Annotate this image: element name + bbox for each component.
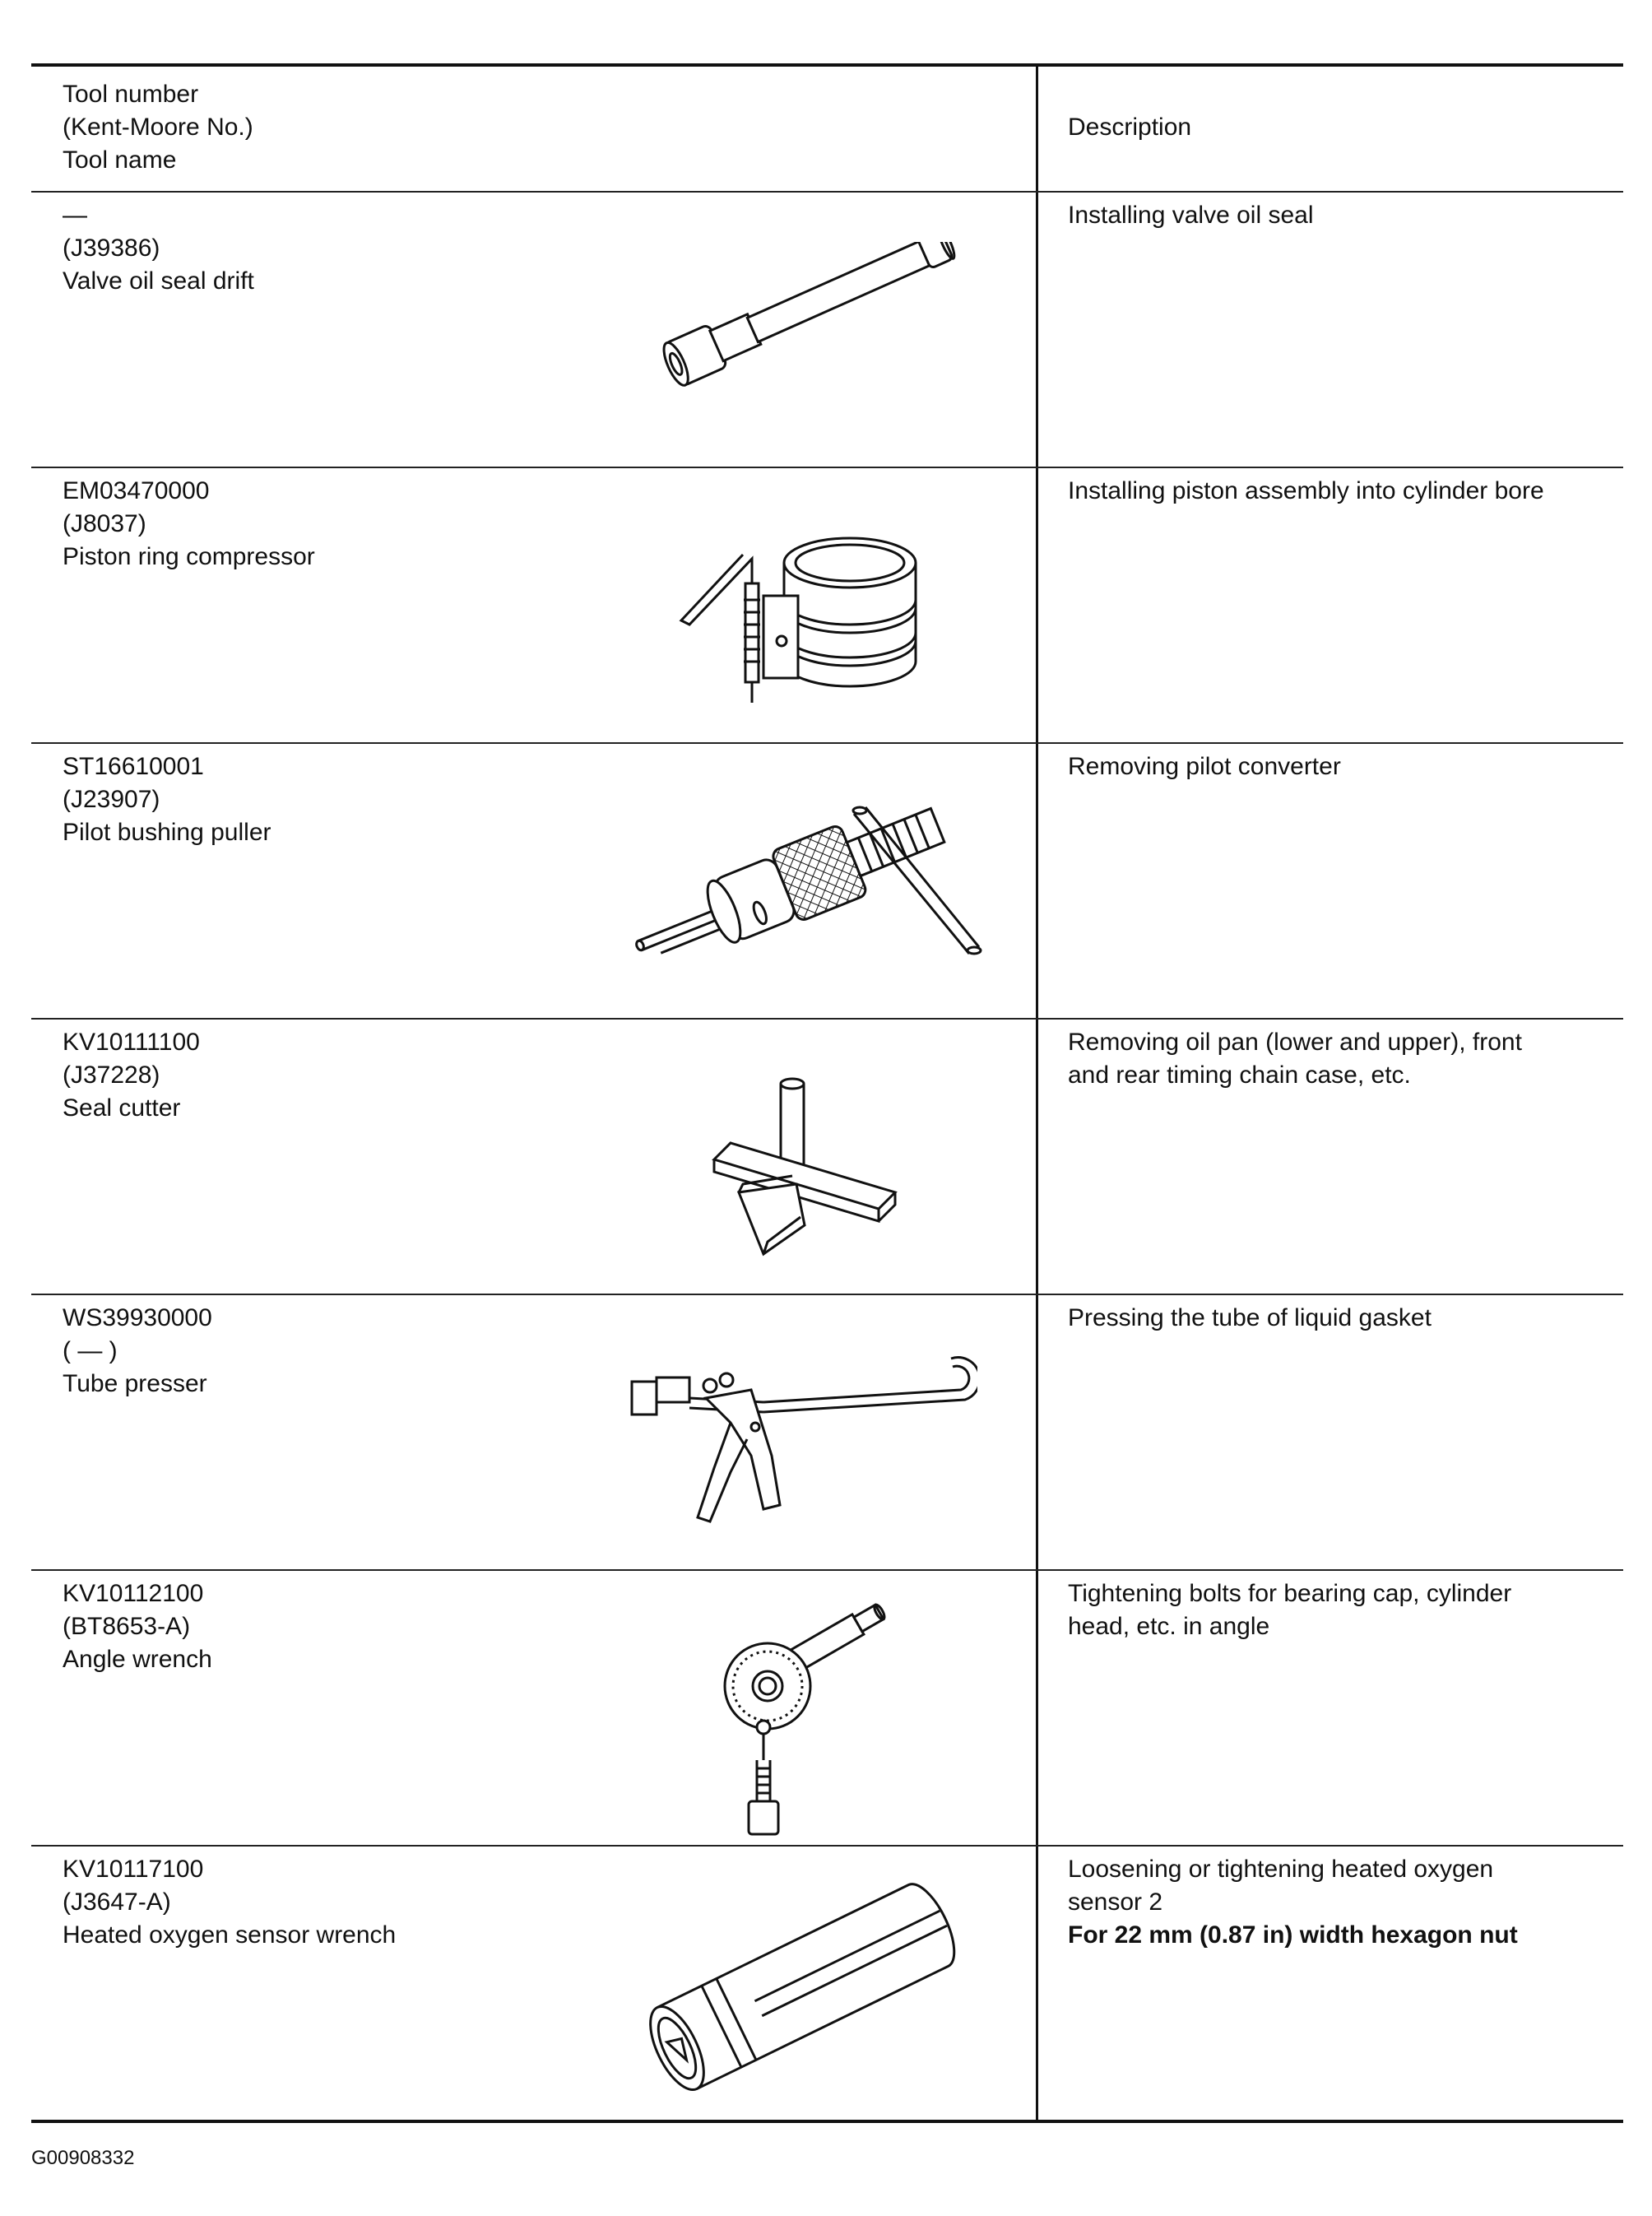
description-line: Removing pilot converter: [1068, 753, 1341, 780]
tool-description: [1068, 475, 1611, 508]
tool-description: [1068, 1026, 1611, 1092]
tool-number: WS39930000: [63, 1304, 212, 1331]
tool-number: KV10112100: [63, 1580, 204, 1607]
kent-moore-number: (BT8653-A): [63, 1613, 191, 1640]
tool-number: KV10117100: [63, 1856, 204, 1883]
table-row: [31, 193, 1623, 468]
description-line: Pressing the tube of liquid gasket: [1068, 1304, 1432, 1331]
header-kent-moore: (Kent-Moore No.): [63, 114, 253, 141]
description-line: head, etc. in angle: [1068, 1613, 1270, 1640]
tool-name: Valve oil seal drift: [63, 267, 254, 295]
oxygen-sensor-wrench-icon: [615, 1863, 1010, 2110]
header-description: Description: [1068, 114, 1192, 141]
kent-moore-number: (J3647-A): [63, 1888, 171, 1916]
tool-identifiers: [63, 199, 254, 298]
kent-moore-number: (J37228): [63, 1062, 160, 1089]
tool-identifiers: [63, 750, 271, 849]
description-line: and rear timing chain case, etc.: [1068, 1062, 1411, 1089]
angle-wrench-icon: [706, 1596, 920, 1842]
description-cell: [1038, 1020, 1623, 1294]
description-cell: [1038, 1295, 1623, 1569]
description-cell: [1038, 1847, 1623, 2120]
tool-cell: [31, 1020, 1038, 1294]
tool-cell: [31, 1571, 1038, 1845]
valve-oil-seal-drift-icon: [624, 242, 986, 406]
kent-moore-number: (J8037): [63, 510, 146, 537]
tool-name: Tube presser: [63, 1370, 207, 1397]
tool-number: KV10111100: [63, 1029, 200, 1056]
pilot-bushing-puller-icon: [607, 789, 994, 987]
kent-moore-number: (J39386): [63, 235, 160, 262]
table-header-row: [31, 67, 1623, 193]
description-line: Loosening or tightening heated oxygen: [1068, 1856, 1494, 1883]
description-cell: [1038, 193, 1623, 467]
tool-name: Seal cutter: [63, 1094, 181, 1122]
tool-identifiers: [63, 1026, 200, 1125]
tool-number: ST16610001: [63, 753, 204, 780]
tool-name: Pilot bushing puller: [63, 819, 271, 846]
description-bold-note: For 22 mm (0.87 in) width hexagon nut: [1068, 1921, 1518, 1949]
tool-table: [31, 63, 1623, 2123]
table-row: [31, 1571, 1623, 1847]
tool-identifiers: [63, 1577, 212, 1676]
tube-presser-icon: [615, 1340, 977, 1530]
description-line: sensor 2: [1068, 1888, 1163, 1916]
description-cell: [1038, 1571, 1623, 1845]
table-row: [31, 1847, 1623, 2120]
header-tool-name: Tool name: [63, 146, 177, 174]
table-row: [31, 1295, 1623, 1571]
tool-identifiers: [63, 1853, 396, 1952]
description-cell: [1038, 744, 1623, 1018]
description-line: Removing oil pan (lower and upper), front: [1068, 1029, 1522, 1056]
tool-cell: [31, 744, 1038, 1018]
header-tool-cell: [31, 67, 1038, 191]
tool-cell: [31, 1847, 1038, 2120]
piston-ring-compressor-icon: [673, 518, 936, 707]
tool-name: Heated oxygen sensor wrench: [63, 1921, 397, 1949]
table-row: [31, 744, 1623, 1020]
tool-cell: [31, 468, 1038, 742]
header-tool-lines: [63, 78, 253, 177]
table-row: [31, 468, 1623, 744]
kent-moore-number: ( — ): [63, 1337, 118, 1364]
tool-identifiers: [63, 1302, 212, 1401]
kent-moore-number: (J23907): [63, 786, 160, 813]
tool-description: [1068, 750, 1611, 783]
tool-cell: [31, 1295, 1038, 1569]
tool-cell: [31, 193, 1038, 467]
description-line: Installing piston assembly into cylinder bore: [1068, 477, 1544, 504]
tool-identifiers: [63, 475, 315, 574]
header-description-cell: [1038, 67, 1623, 191]
tool-number: EM03470000: [63, 477, 210, 504]
table-row: [31, 1020, 1623, 1295]
description-line: Tightening bolts for bearing cap, cylinder: [1068, 1580, 1512, 1607]
tool-name: Piston ring compressor: [63, 543, 315, 570]
description-line: Installing valve oil seal: [1068, 202, 1314, 229]
document-id: G00908332: [31, 2147, 135, 2169]
tool-description: [1068, 1853, 1611, 1952]
seal-cutter-icon: [706, 1069, 903, 1258]
tool-name: Angle wrench: [63, 1646, 212, 1673]
tool-description: [1068, 199, 1611, 232]
description-cell: [1038, 468, 1623, 742]
tool-description: [1068, 1577, 1611, 1643]
tool-description: [1068, 1302, 1611, 1335]
tool-number: —: [63, 202, 87, 229]
header-tool-number: Tool number: [63, 81, 199, 108]
